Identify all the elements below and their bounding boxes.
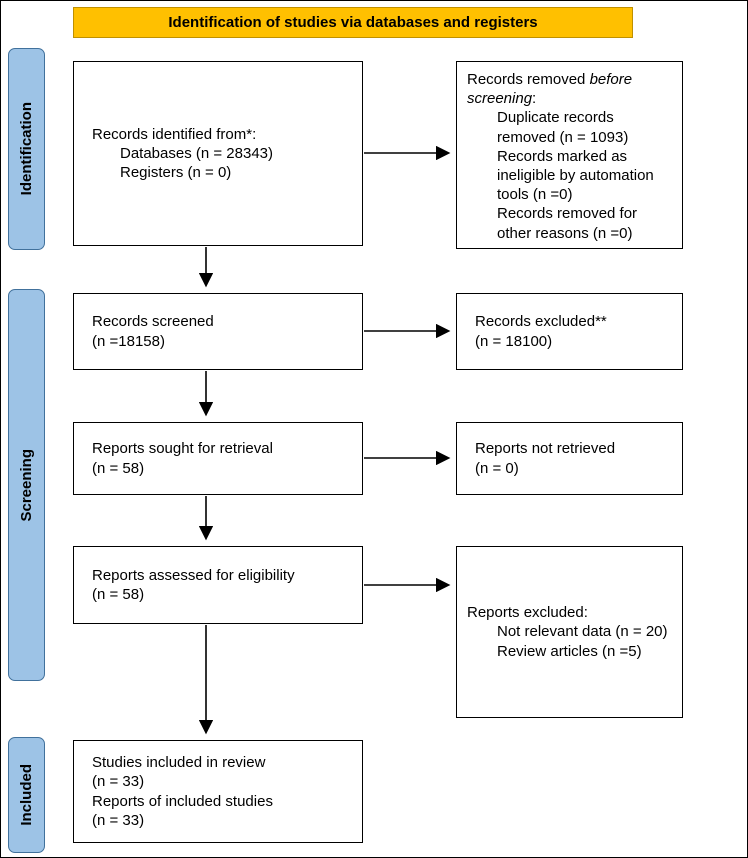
phase-label-identification xyxy=(8,48,45,250)
box-records-identified xyxy=(73,61,363,246)
reports-sought-count: (n = 58) xyxy=(92,459,145,477)
phase-label-included xyxy=(8,737,45,853)
reports-not-retrieved-line1: Reports not retrieved xyxy=(475,440,616,458)
records-removed-duplicates: Duplicate records removed (n = 1093) xyxy=(497,109,629,146)
records-removed-heading xyxy=(467,70,674,108)
records-identified-databases: Databases (n = 28343) xyxy=(120,144,274,162)
box-studies-included xyxy=(73,740,363,843)
reports-included-count: (n = 33) xyxy=(92,811,145,829)
box-records-excluded xyxy=(456,293,683,370)
records-removed-colon: : xyxy=(532,90,537,108)
phase-label-screening-text: Screening xyxy=(18,448,35,522)
phase-label-screening xyxy=(8,289,45,681)
box-reports-not-retrieved xyxy=(456,422,683,495)
records-identified-registers: Registers (n = 0) xyxy=(120,164,232,182)
box-reports-excluded xyxy=(456,546,683,718)
records-excluded-line1: Records excluded** xyxy=(475,313,607,331)
box-reports-sought xyxy=(73,422,363,495)
diagram-header xyxy=(73,7,633,38)
box-records-screened xyxy=(73,293,363,370)
box-reports-assessed xyxy=(73,546,363,624)
reports-excluded-not-relevant: Not relevant data (n = 20) xyxy=(497,623,668,641)
reports-excluded-heading: Reports excluded: xyxy=(467,604,588,622)
phase-label-identification-text: Identification xyxy=(18,102,35,196)
records-removed-automation: Records marked as ineligible by automation tools (n =0) xyxy=(497,147,654,204)
records-identified-line1: Records identified from*: xyxy=(92,125,257,143)
reports-assessed-line1: Reports assessed for eligibility xyxy=(92,566,295,584)
reports-sought-line1: Reports sought for retrieval xyxy=(92,440,273,458)
records-removed-italic: before screening xyxy=(467,71,633,108)
reports-not-retrieved-count: (n = 0) xyxy=(475,459,519,477)
records-excluded-count: (n = 18100) xyxy=(475,332,553,350)
records-removed-lead: Records removed xyxy=(467,71,590,88)
reports-excluded-review-articles: Review articles (n =5) xyxy=(497,642,642,660)
records-removed-other: Records removed for other reasons (n =0) xyxy=(497,205,638,242)
records-screened-count: (n =18158) xyxy=(92,332,165,350)
records-screened-line1: Records screened xyxy=(92,313,214,331)
reports-included-line: Reports of included studies xyxy=(92,792,273,810)
box-records-removed xyxy=(456,61,683,249)
phase-label-included-text: Included xyxy=(18,764,35,826)
diagram-header-title: Identification of studies via databases and registers xyxy=(168,14,538,31)
reports-assessed-count: (n = 58) xyxy=(92,586,145,603)
studies-included-line1: Studies included in review xyxy=(92,754,266,772)
studies-included-count: (n = 33) xyxy=(92,773,145,791)
